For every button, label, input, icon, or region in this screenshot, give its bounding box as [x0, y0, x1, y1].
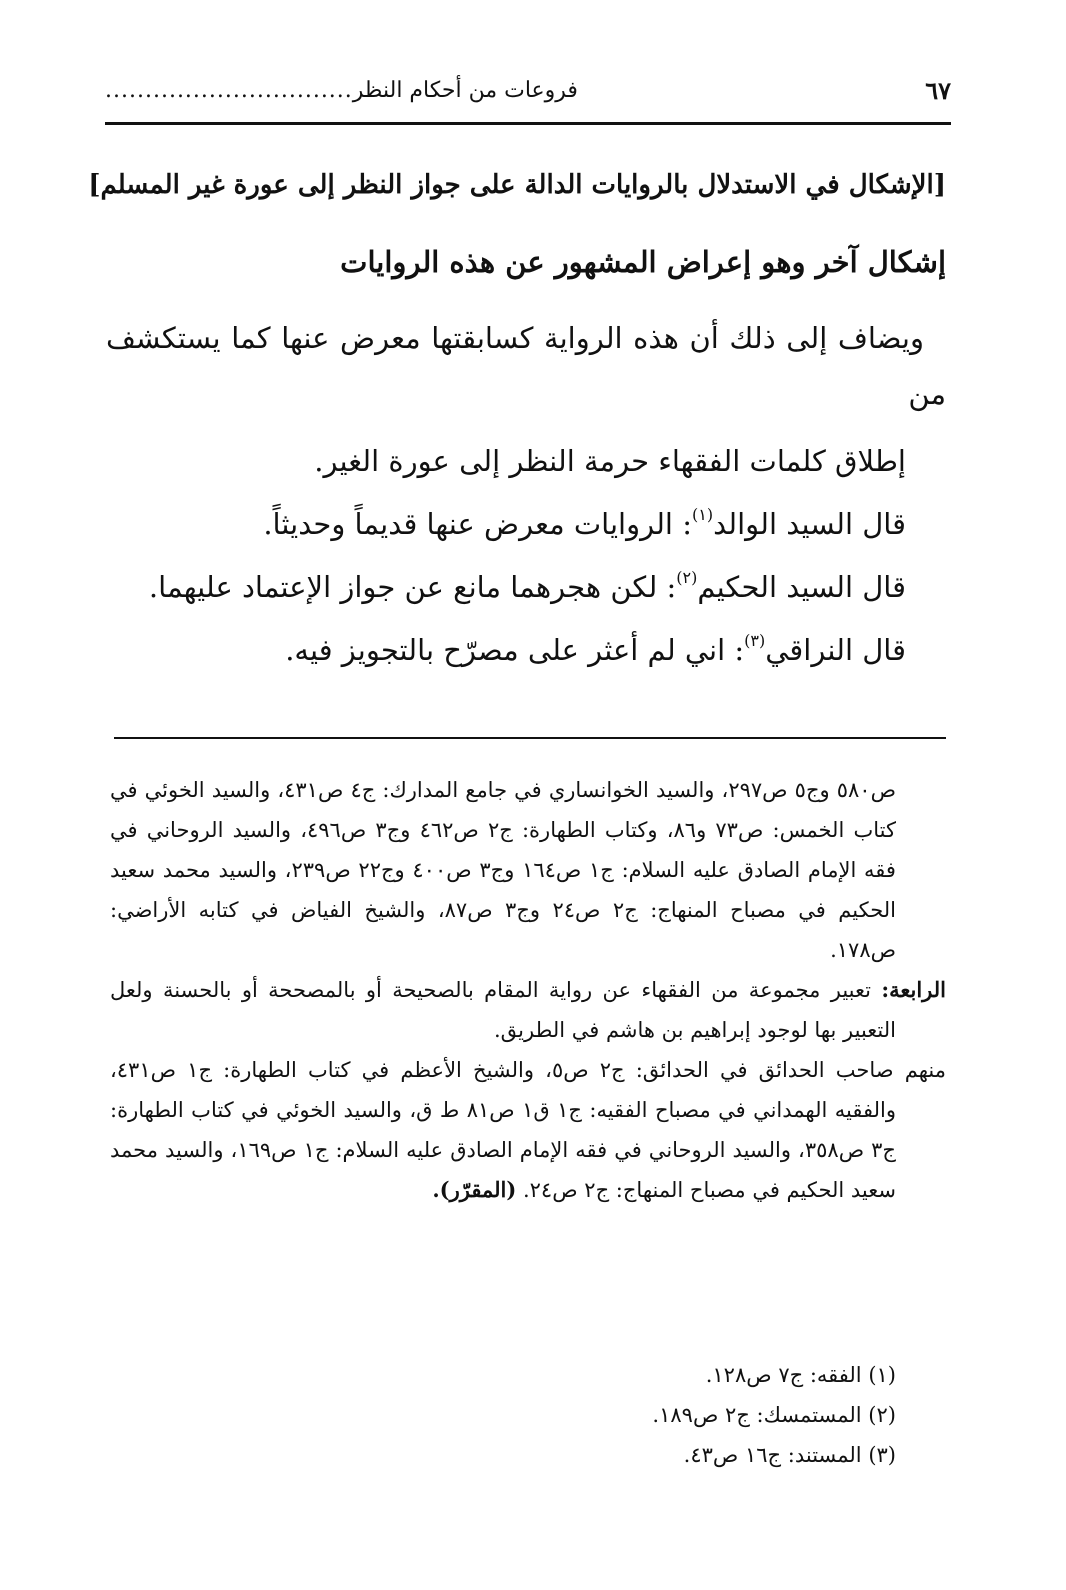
footnote-ref-3[interactable]: (٣)	[744, 631, 766, 650]
footnote-ref-1[interactable]: (١)	[691, 505, 714, 524]
running-head	[105, 76, 578, 106]
body-paragraph-text: ويضاف إلى ذلك أن هذه الرواية كسابقتها معرض عنها كما يستكشف من	[106, 321, 946, 411]
footnote-list	[196, 1355, 896, 1475]
note-continuation: ص٥٨٠ وج٥ ص٢٩٧، والسيد الخوانساري في جامع المدارك: ج٤ ص٤٣١، والسيد الخوئي في كتاب الخمس: ص٧٣ و٨٦، وكتاب الطهارة: ج٢ ص٤٦٢ وج٣ ص٤٩٦، والسيد الروحاني في فقه الإمام الصادق عليه السلام: ج١ ص١٦٤ وج٣ ص٤٠٠ وج٢٢ ص٢٣٩، والسيد محمد سعيد الحكيم في مصباح المنهاج: ج٢ ص٢٤ وج٣ ص٨٧، والشيخ الفياض في كتابه الأراضي: ص١٧٨.	[110, 778, 896, 962]
footnote-ref-2[interactable]: (٢)	[676, 568, 698, 587]
quote-2-speaker: قال السيد الحكيم	[697, 570, 906, 604]
leader-dots: ...............................	[105, 78, 353, 103]
quote-2-text: : لكن هجرهما مانع عن جواز الإعتماد عليهما.	[148, 570, 677, 604]
quote-1-text: : الروايات معرض عنها قديماً وحديثاً.	[263, 507, 692, 541]
body-paragraph	[106, 310, 946, 422]
page-header	[105, 76, 951, 125]
quote-intro: إطلاق كلمات الفقهاء حرمة النظر إلى عورة الغير.	[314, 444, 906, 478]
running-title: فروعات من أحكام النظر	[352, 78, 578, 103]
quote-1-speaker: قال السيد الوالد	[713, 507, 906, 541]
note-rabiaa-label: الرابعة:	[881, 977, 946, 1002]
quote-1	[106, 493, 906, 556]
page-number: ٦٧	[925, 76, 951, 105]
quote-3	[106, 619, 906, 682]
note-minhum	[110, 1050, 946, 1210]
footnote-1: (١) الفقه: ج٧ ص١٢٨.	[705, 1363, 896, 1387]
footnotes-area	[110, 770, 946, 1210]
section-title: [الإشكال في الاستدلال بالروايات الدالة على جواز النظر إلى عورة غير المسلم]	[88, 170, 946, 200]
footnote-divider	[114, 737, 946, 739]
note-muqarrir: (المقرّر).	[432, 1177, 517, 1202]
note-rabiaa	[110, 970, 946, 1050]
note-rabiaa-text: تعبير مجموعة من الفقهاء عن رواية المقام بالصحيحة أو بالمصححة أو بالحسنة ولعل التعبير بها لوجود إبراهيم بن هاشم في الطريق.	[110, 978, 896, 1042]
quotes-block	[106, 430, 906, 682]
note-minhum-text: منهم صاحب الحدائق في الحدائق: ج٢ ص٥، والشيخ الأعظم في كتاب الطهارة: ج١ ص٤٣١، والفقيه الهمداني في مصباح الفقيه: ج١ ق١ ص٨١ ط ق، والسيد الخوئي في كتاب الطهارة: ج٣ ص٣٥٨، والسيد الروحاني في فقه الإمام الصادق عليه السلام: ج١ ص١٦٩، والسيد محمد سعيد الحكيم في مصباح المنهاج: ج٢ ص٢٤.	[110, 1058, 946, 1202]
subheading: إشكال آخر وهو إعراض المشهور عن هذه الروايات	[340, 245, 946, 279]
footnote-3: (٣) المستند: ج١٦ ص٤٣.	[683, 1443, 896, 1467]
quote-3-text: : اني لم أعثر على مصرّح بالتجويز فيه.	[285, 633, 745, 667]
footnote-2: (٢) المستمسك: ج٢ ص١٨٩.	[652, 1403, 896, 1427]
quote-2	[106, 556, 906, 619]
quote-3-speaker: قال النراقي	[765, 633, 906, 667]
